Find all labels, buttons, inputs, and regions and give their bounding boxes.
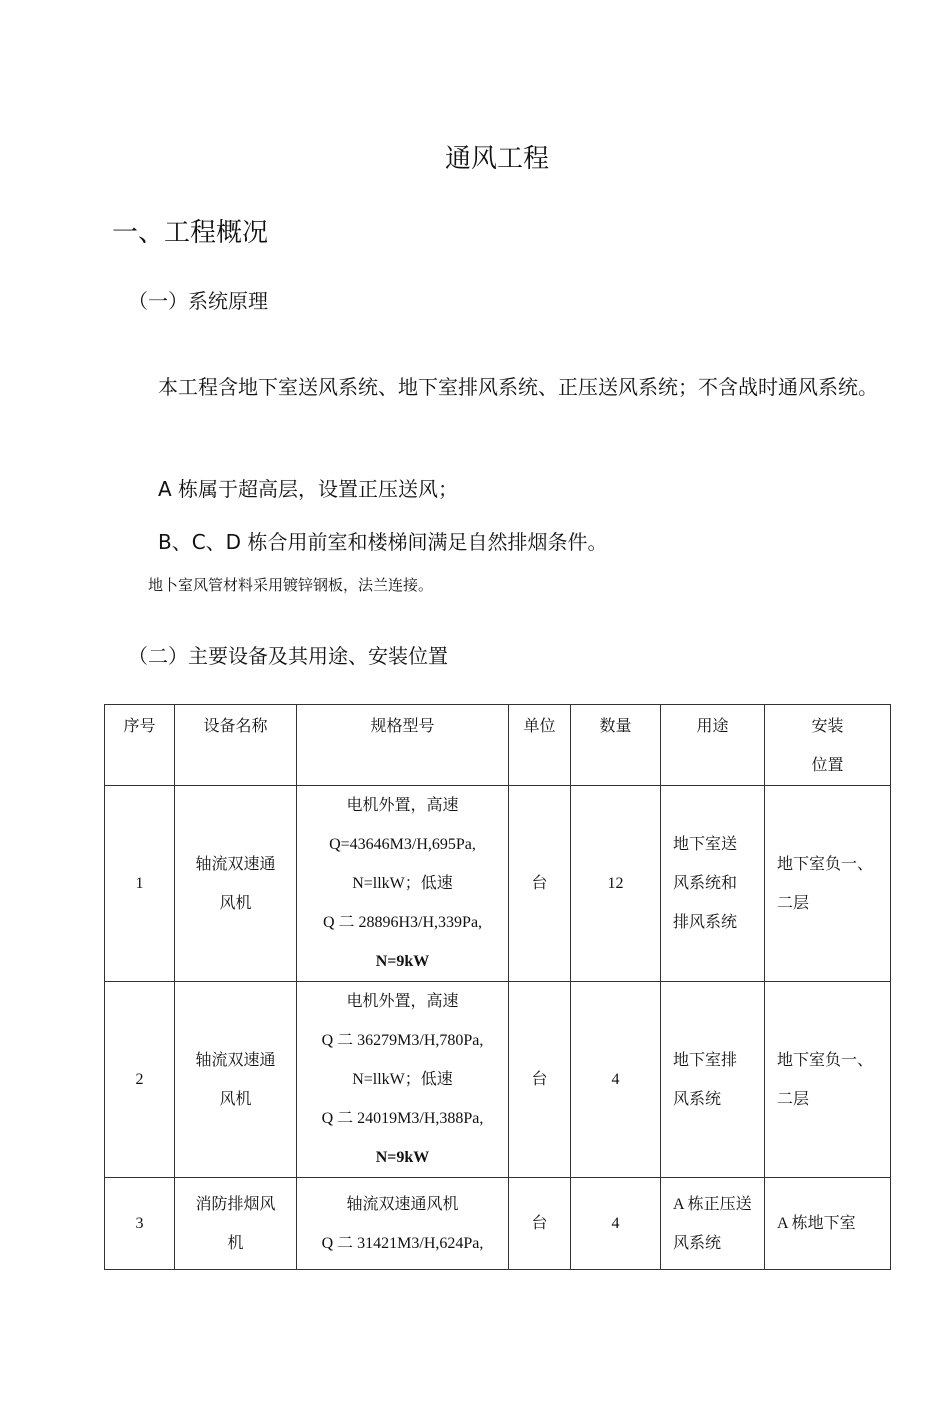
cell-name bbox=[175, 982, 297, 1178]
header-no: 序号 bbox=[105, 705, 175, 786]
spec-line: 轴流双速通风机 bbox=[346, 1195, 459, 1213]
spec-line: N=9kW bbox=[375, 953, 430, 970]
cell-name-line: 轴流双速通 bbox=[195, 1051, 276, 1069]
spec-line: Q 二 28896H3/H,339Pa, bbox=[322, 914, 483, 931]
use-line: 风系统 bbox=[673, 1234, 722, 1252]
equipment-table bbox=[104, 704, 891, 1270]
section-heading-overview: 一、工程概况 bbox=[112, 218, 269, 248]
spec-line: N=llkW；低速 bbox=[352, 875, 453, 892]
cell-no: 1 bbox=[105, 786, 175, 982]
location-line: 地下室负一、 bbox=[777, 855, 874, 873]
cell-name bbox=[175, 786, 297, 982]
header-qty: 数量 bbox=[571, 705, 661, 786]
header-unit: 单位 bbox=[509, 705, 571, 786]
cell-unit: 台 bbox=[509, 1178, 571, 1270]
cell-name-line: 轴流双速通 bbox=[195, 855, 276, 873]
cell-location: A 栋地下室 bbox=[765, 1178, 891, 1270]
cell-name-line: 风机 bbox=[219, 1090, 252, 1108]
cell-qty: 12 bbox=[571, 786, 661, 982]
header-location-line2: 位置 bbox=[811, 757, 844, 774]
cell-no: 3 bbox=[105, 1178, 175, 1270]
cell-qty: 4 bbox=[571, 1178, 661, 1270]
note-duct-material: 地卜室风管材料采用镀锌钢板，法兰连接。 bbox=[148, 576, 434, 594]
table-row bbox=[105, 786, 891, 982]
cell-unit: 台 bbox=[509, 786, 571, 982]
cell-use bbox=[661, 982, 765, 1178]
cell-unit: 台 bbox=[509, 982, 571, 1178]
cell-use bbox=[661, 786, 765, 982]
paragraph-systems: 本工程含地下室送风系统、地下室排风系统、正压送风系统；不含战时通风系统。 bbox=[158, 375, 878, 399]
paragraph-building-a: A 栋属于超高层，设置正压送风； bbox=[158, 477, 459, 501]
cell-name-line: 风机 bbox=[219, 894, 252, 912]
spec-line: Q 二 24019M3/H,388Pa, bbox=[321, 1110, 484, 1127]
cell-use bbox=[661, 1178, 765, 1270]
location-line: 二层 bbox=[777, 1090, 810, 1108]
cell-name-line: 机 bbox=[227, 1234, 244, 1252]
cell-location bbox=[765, 982, 891, 1178]
location-line: 二层 bbox=[777, 894, 810, 912]
cell-name bbox=[175, 1178, 297, 1270]
spec-line: N=9kW bbox=[375, 1149, 430, 1166]
subheading-main-equipment: （二）主要设备及其用途、安装位置 bbox=[128, 644, 448, 668]
spec-line: N=llkW；低速 bbox=[352, 1071, 453, 1088]
use-line: 地下室送 bbox=[673, 836, 738, 853]
use-line: 排风系统 bbox=[673, 914, 738, 931]
table-row bbox=[105, 982, 891, 1178]
subheading-system-principle: （一）系统原理 bbox=[128, 289, 268, 313]
use-line: 风系统 bbox=[673, 1090, 722, 1108]
cell-name-line: 消防排烟风 bbox=[195, 1195, 276, 1213]
use-line: 地下室排 bbox=[673, 1051, 738, 1069]
location-line: 地下室负一、 bbox=[777, 1051, 874, 1069]
use-line: 风系统和 bbox=[673, 875, 738, 892]
cell-spec bbox=[297, 1178, 509, 1270]
cell-no: 2 bbox=[105, 982, 175, 1178]
cell-qty: 4 bbox=[571, 982, 661, 1178]
spec-line: Q=43646M3/H,695Pa, bbox=[329, 836, 476, 853]
cell-spec bbox=[297, 982, 509, 1178]
paragraph-building-bcd: B、C、D 栋合用前室和楼梯间满足自然排烟条件。 bbox=[158, 530, 608, 554]
header-location bbox=[765, 705, 891, 786]
spec-line: Q 二 31421M3/H,624Pa, bbox=[321, 1234, 484, 1252]
header-name: 设备名称 bbox=[175, 705, 297, 786]
header-use: 用途 bbox=[661, 705, 765, 786]
use-line: A 栋正压送 bbox=[673, 1195, 752, 1213]
header-spec: 规格型号 bbox=[297, 705, 509, 786]
cell-spec bbox=[297, 786, 509, 982]
spec-line: Q 二 36279M3/H,780Pa, bbox=[321, 1032, 484, 1049]
spec-line: 电机外置，高速 bbox=[346, 797, 459, 814]
spec-line: 电机外置，高速 bbox=[346, 993, 459, 1010]
header-location-line1: 安装 bbox=[811, 718, 844, 735]
table-header-row bbox=[105, 705, 891, 786]
cell-location bbox=[765, 786, 891, 982]
document-title: 通风工程 bbox=[444, 144, 549, 174]
table-row bbox=[105, 1178, 891, 1270]
